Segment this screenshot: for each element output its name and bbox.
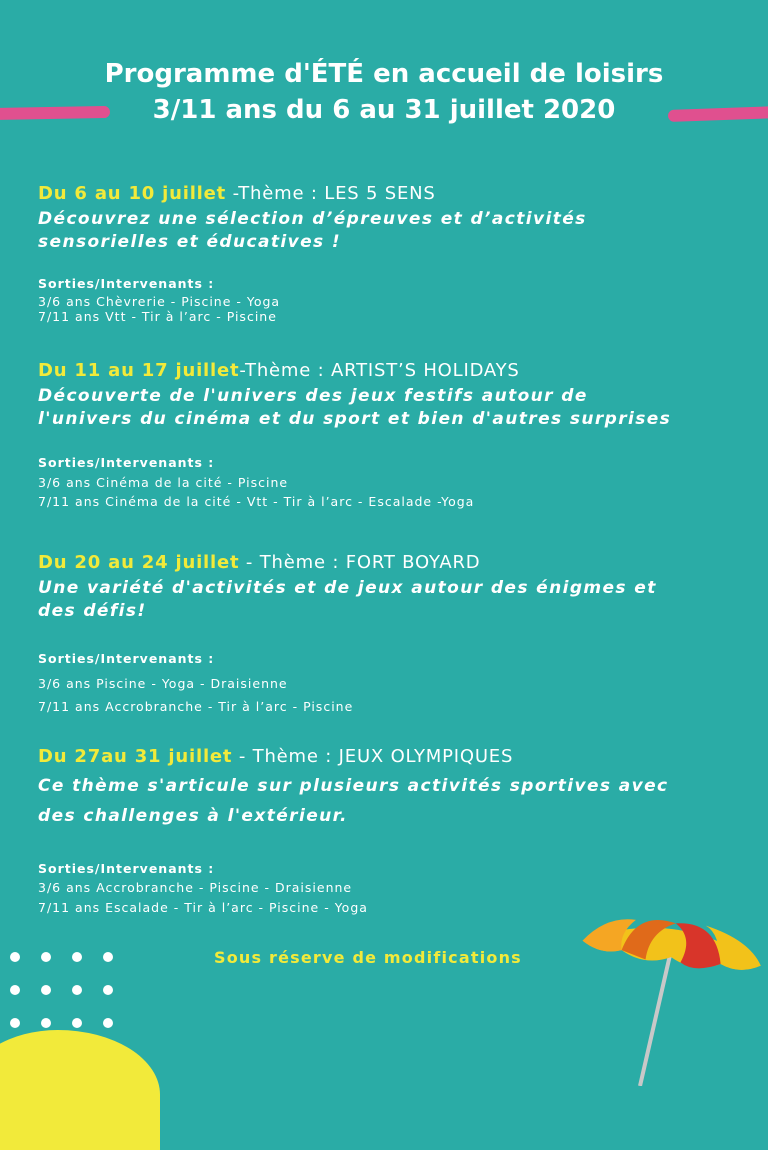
week-description bbox=[38, 771, 738, 831]
week-dates: Du 27au 31 juillet bbox=[38, 746, 233, 767]
week-theme: -Thème : ARTIST’S HOLIDAYS bbox=[239, 360, 520, 381]
sorties-label: Sorties/Intervenants : bbox=[38, 455, 215, 470]
yellow-blob bbox=[0, 1030, 160, 1150]
activities-7-11: 7/11 ans Cinéma de la cité - Vtt - Tir à l’arc - Escalade -Yoga bbox=[38, 494, 475, 509]
activities-7-11: 7/11 ans Escalade - Tir à l’arc - Piscine - Yoga bbox=[38, 900, 368, 915]
description-line: Ce thème s'articule sur plusieurs activités sportives avec bbox=[38, 776, 669, 796]
sorties-label: Sorties/Intervenants : bbox=[38, 276, 215, 291]
description-line: Découvrez une sélection d’épreuves et d’activités bbox=[38, 209, 587, 229]
week-description bbox=[38, 577, 738, 623]
activities-3-6: 3/6 ans Chèvrerie - Piscine - Yoga bbox=[38, 294, 281, 309]
description-line: sensorielles et éducatives ! bbox=[38, 232, 341, 252]
description-line: Découverte de l'univers des jeux festifs autour de bbox=[38, 386, 588, 406]
week-theme: - Thème : FORT BOYARD bbox=[239, 552, 481, 573]
week-theme: - Thème : JEUX OLYMPIQUES bbox=[232, 746, 514, 767]
sorties-label: Sorties/Intervenants : bbox=[38, 861, 215, 876]
pink-accent-bar-left bbox=[0, 106, 110, 120]
week-heading bbox=[38, 182, 738, 206]
week-dates: Du 20 au 24 juillet bbox=[38, 552, 240, 573]
description-line: Une variété d'activités et de jeux autour des énigmes et bbox=[38, 578, 657, 598]
week-section-3 bbox=[38, 551, 738, 718]
activities-7-11: 7/11 ans Accrobranche - Tir à l’arc - Piscine bbox=[38, 699, 354, 714]
activities-7-11: 7/11 ans Vtt - Tir à l’arc - Piscine bbox=[38, 309, 277, 324]
page-title: Programme d'ÉTÉ en accueil de loisirs bbox=[104, 59, 664, 89]
page-subtitle: 3/11 ans du 6 au 31 juillet 2020 bbox=[152, 95, 616, 125]
description-line: l'univers du cinéma et du sport et bien d'autres surprises bbox=[38, 409, 672, 429]
activities-3-6: 3/6 ans Piscine - Yoga - Draisienne bbox=[38, 676, 288, 691]
sorties-label: Sorties/Intervenants : bbox=[38, 651, 215, 666]
week-description bbox=[38, 208, 738, 254]
week-heading bbox=[38, 551, 738, 575]
week-section-2 bbox=[38, 359, 738, 511]
week-description bbox=[38, 385, 738, 431]
description-line: des challenges à l'extérieur. bbox=[38, 806, 348, 826]
activities-3-6: 3/6 ans Accrobranche - Piscine - Draisienne bbox=[38, 880, 353, 895]
reserve-note: Sous réserve de modifications bbox=[214, 948, 522, 967]
week-section-4 bbox=[38, 745, 738, 918]
week-heading bbox=[38, 745, 738, 769]
umbrella-icon bbox=[570, 915, 768, 1086]
week-section-1 bbox=[38, 182, 738, 324]
activities-3-6: 3/6 ans Cinéma de la cité - Piscine bbox=[38, 475, 289, 490]
week-heading bbox=[38, 359, 738, 383]
description-line: des défis! bbox=[38, 601, 147, 621]
week-dates: Du 6 au 10 juillet bbox=[38, 183, 227, 204]
week-theme: -Thème : LES 5 SENS bbox=[226, 183, 436, 204]
week-dates: Du 11 au 17 juillet bbox=[38, 360, 240, 381]
